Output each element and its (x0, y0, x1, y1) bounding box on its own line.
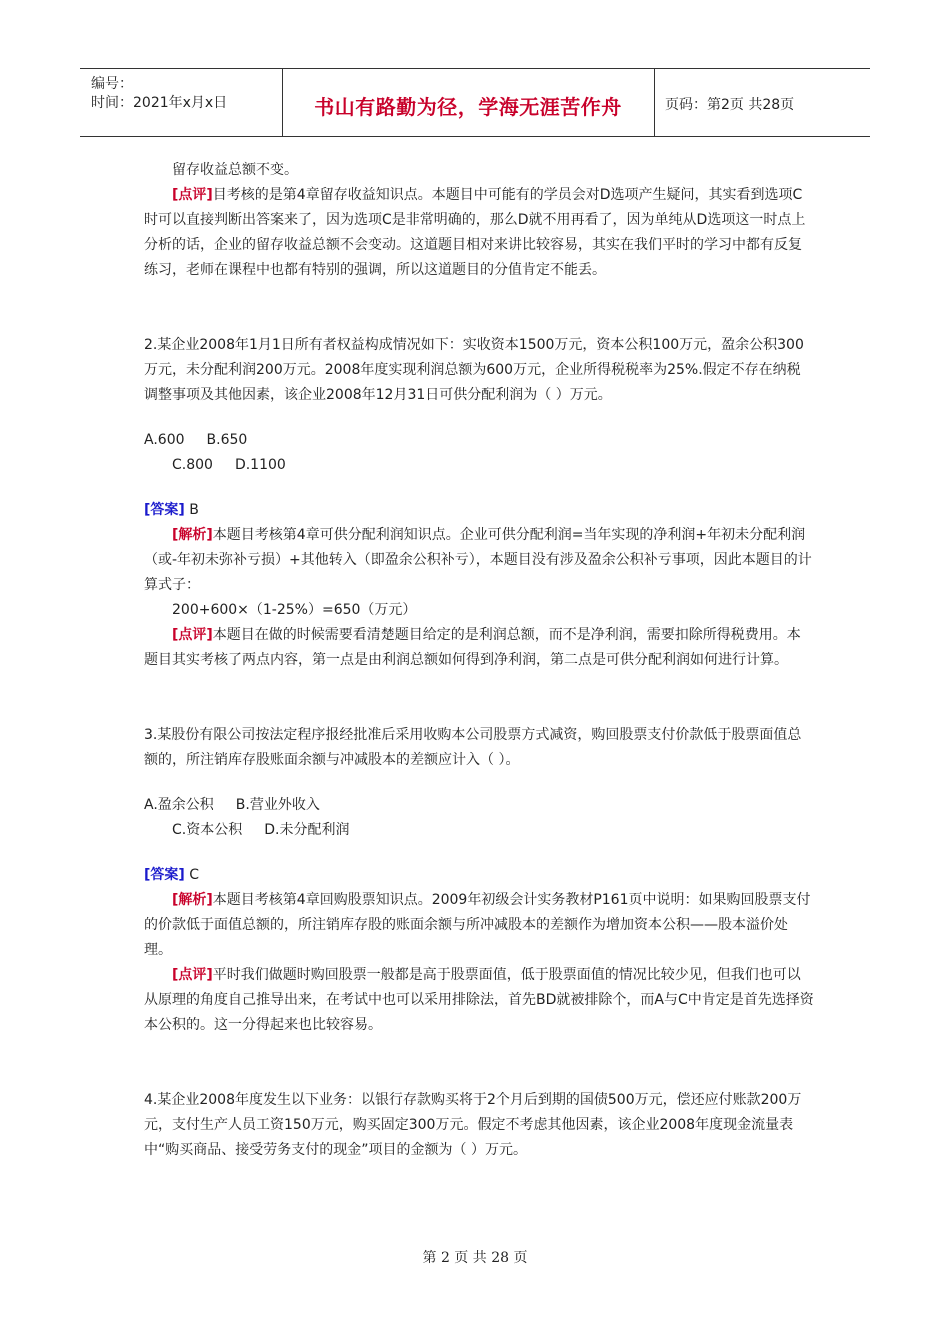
q1-comment (144, 183, 814, 283)
q1-tail-text: 留存收益总额不变。 (172, 162, 298, 178)
q2-question: 2.某企业2008年1月1日所有者权益构成情况如下：实收资本1500万元，资本公积100万元，盈余公积300万元，未分配利润200万元。2008年度实现利润总额为600万元，企业所得税税率为25%.假定不存在纳税调整事项及其他因素，该企业2008年12月31日可供分配利润为（ ）万元。 (144, 337, 804, 403)
q3-option-a: A.盈余公积 (144, 797, 214, 813)
q2-analysis-text: 本题目考核第4章可供分配利润知识点。企业可供分配利润=当年实现的净利润+年初未分配利润（或-年初未弥补亏损）+其他转入（即盈余公积补亏），本题目没有涉及盈余公积补亏事项，因此本题目的计算式子： (144, 527, 812, 593)
q3-answer-value: C (189, 867, 200, 883)
q3-comment-text: 平时我们做题时购回股票一般都是高于股票面值，低于股票面值的情况比较少见，但我们也可以从原理的角度自己推导出来，在考试中也可以采用排除法，首先BD就被排除个，而A与C中肯定是首先选择资本公积的。这一分得起来也比较容易。 (144, 967, 814, 1033)
q3-comment (144, 963, 814, 1038)
header-left-cell (80, 69, 283, 136)
header-motto: 书山有路勤为径，学海无涯苦作舟 (314, 95, 622, 119)
q2-options-row1 (144, 428, 814, 453)
comment-label: [点评] (172, 627, 213, 643)
q2-option-c: C.800 (172, 457, 213, 473)
q1-comment-text: 目考核的是第4章留存收益知识点。本题目中可能有的学员会对D选项产生疑问，其实看到选项C时可以直接判断出答案来了，因为选项C是非常明确的，那么D就不用再看了，因为单纯从D选项这一时点上分析的话，企业的留存收益总额不会变动。这道题目相对来讲比较容易，其实在我们平时的学习中都有反复练习，老师在课程中也都有特别的强调，所以这道题目的分值肯定不能丢。 (144, 187, 806, 278)
q3-option-c: C.资本公积 (172, 822, 243, 838)
header-right-cell (655, 69, 870, 136)
answer-label: [答案] (144, 867, 185, 883)
q3-question: 3.某股份有限公司按法定程序报经批准后采用收购本公司股票方式减资，购回股票支付价款低于股票面值总额的，所注销库存股账面余额与冲减股本的差额应计入（ ）。 (144, 727, 802, 768)
q3-options-row1 (144, 793, 814, 818)
comment-label: [点评] (172, 187, 213, 203)
q2-option-d: D.1100 (234, 457, 286, 473)
analysis-label: [解析] (172, 527, 213, 543)
analysis-label: [解析] (172, 892, 213, 908)
document-body (144, 158, 814, 1163)
page-header (80, 68, 870, 137)
q3-option-d: D.未分配利润 (264, 822, 350, 838)
q2-option-b: B.650 (206, 432, 248, 448)
doc-code-label: 编号： (91, 76, 133, 92)
q4-question: 4.某企业2008年度发生以下业务：以银行存款购买将于2个月后到期的国债500万元，偿还应付账款200万元，支付生产人员工资150万元，购买固定300万元。假定不考虑其他因素，该企业2008年度现金流量表中“购买商品、接受劳务支付的现金”项目的金额为（ ）万元。 (144, 1092, 802, 1158)
header-page-info: 页码：第2页 共28页 (665, 97, 795, 113)
header-middle-cell (282, 69, 655, 136)
q2-analysis (144, 523, 814, 598)
q3-analysis-text: 本题目考核第4章回购股票知识点。2009年初级会计实务教材P161页中说明：如果购回股票支付的价款低于面值总额的，所注销库存股的账面余额与所冲减股本的差额作为增加资本公积——股本溢价处理。 (144, 892, 811, 958)
doc-date: 时间：2021年x月x日 (91, 95, 228, 111)
comment-label: [点评] (172, 967, 213, 983)
q2-formula: 200+600×（1-25%）=650（万元） (172, 602, 417, 618)
q2-options-row2 (144, 453, 814, 478)
q3-option-b: B.营业外收入 (235, 797, 320, 813)
q2-answer-value: B (189, 502, 199, 518)
q2-comment (144, 623, 814, 673)
q2-answer (144, 498, 814, 523)
q3-answer (144, 863, 814, 888)
q3-options-row2 (144, 818, 814, 843)
page-footer: 第 2 页 共 28 页 (422, 1250, 528, 1266)
q2-option-a: A.600 (144, 432, 185, 448)
q2-comment-text: 本题目在做的时候需要看清楚题目给定的是利润总额，而不是净利润，需要扣除所得税费用。本题目其实考核了两点内容，第一点是由利润总额如何得到净利润，第二点是可供分配利润如何进行计算。 (144, 627, 801, 668)
answer-label: [答案] (144, 502, 185, 518)
q3-analysis (144, 888, 814, 963)
